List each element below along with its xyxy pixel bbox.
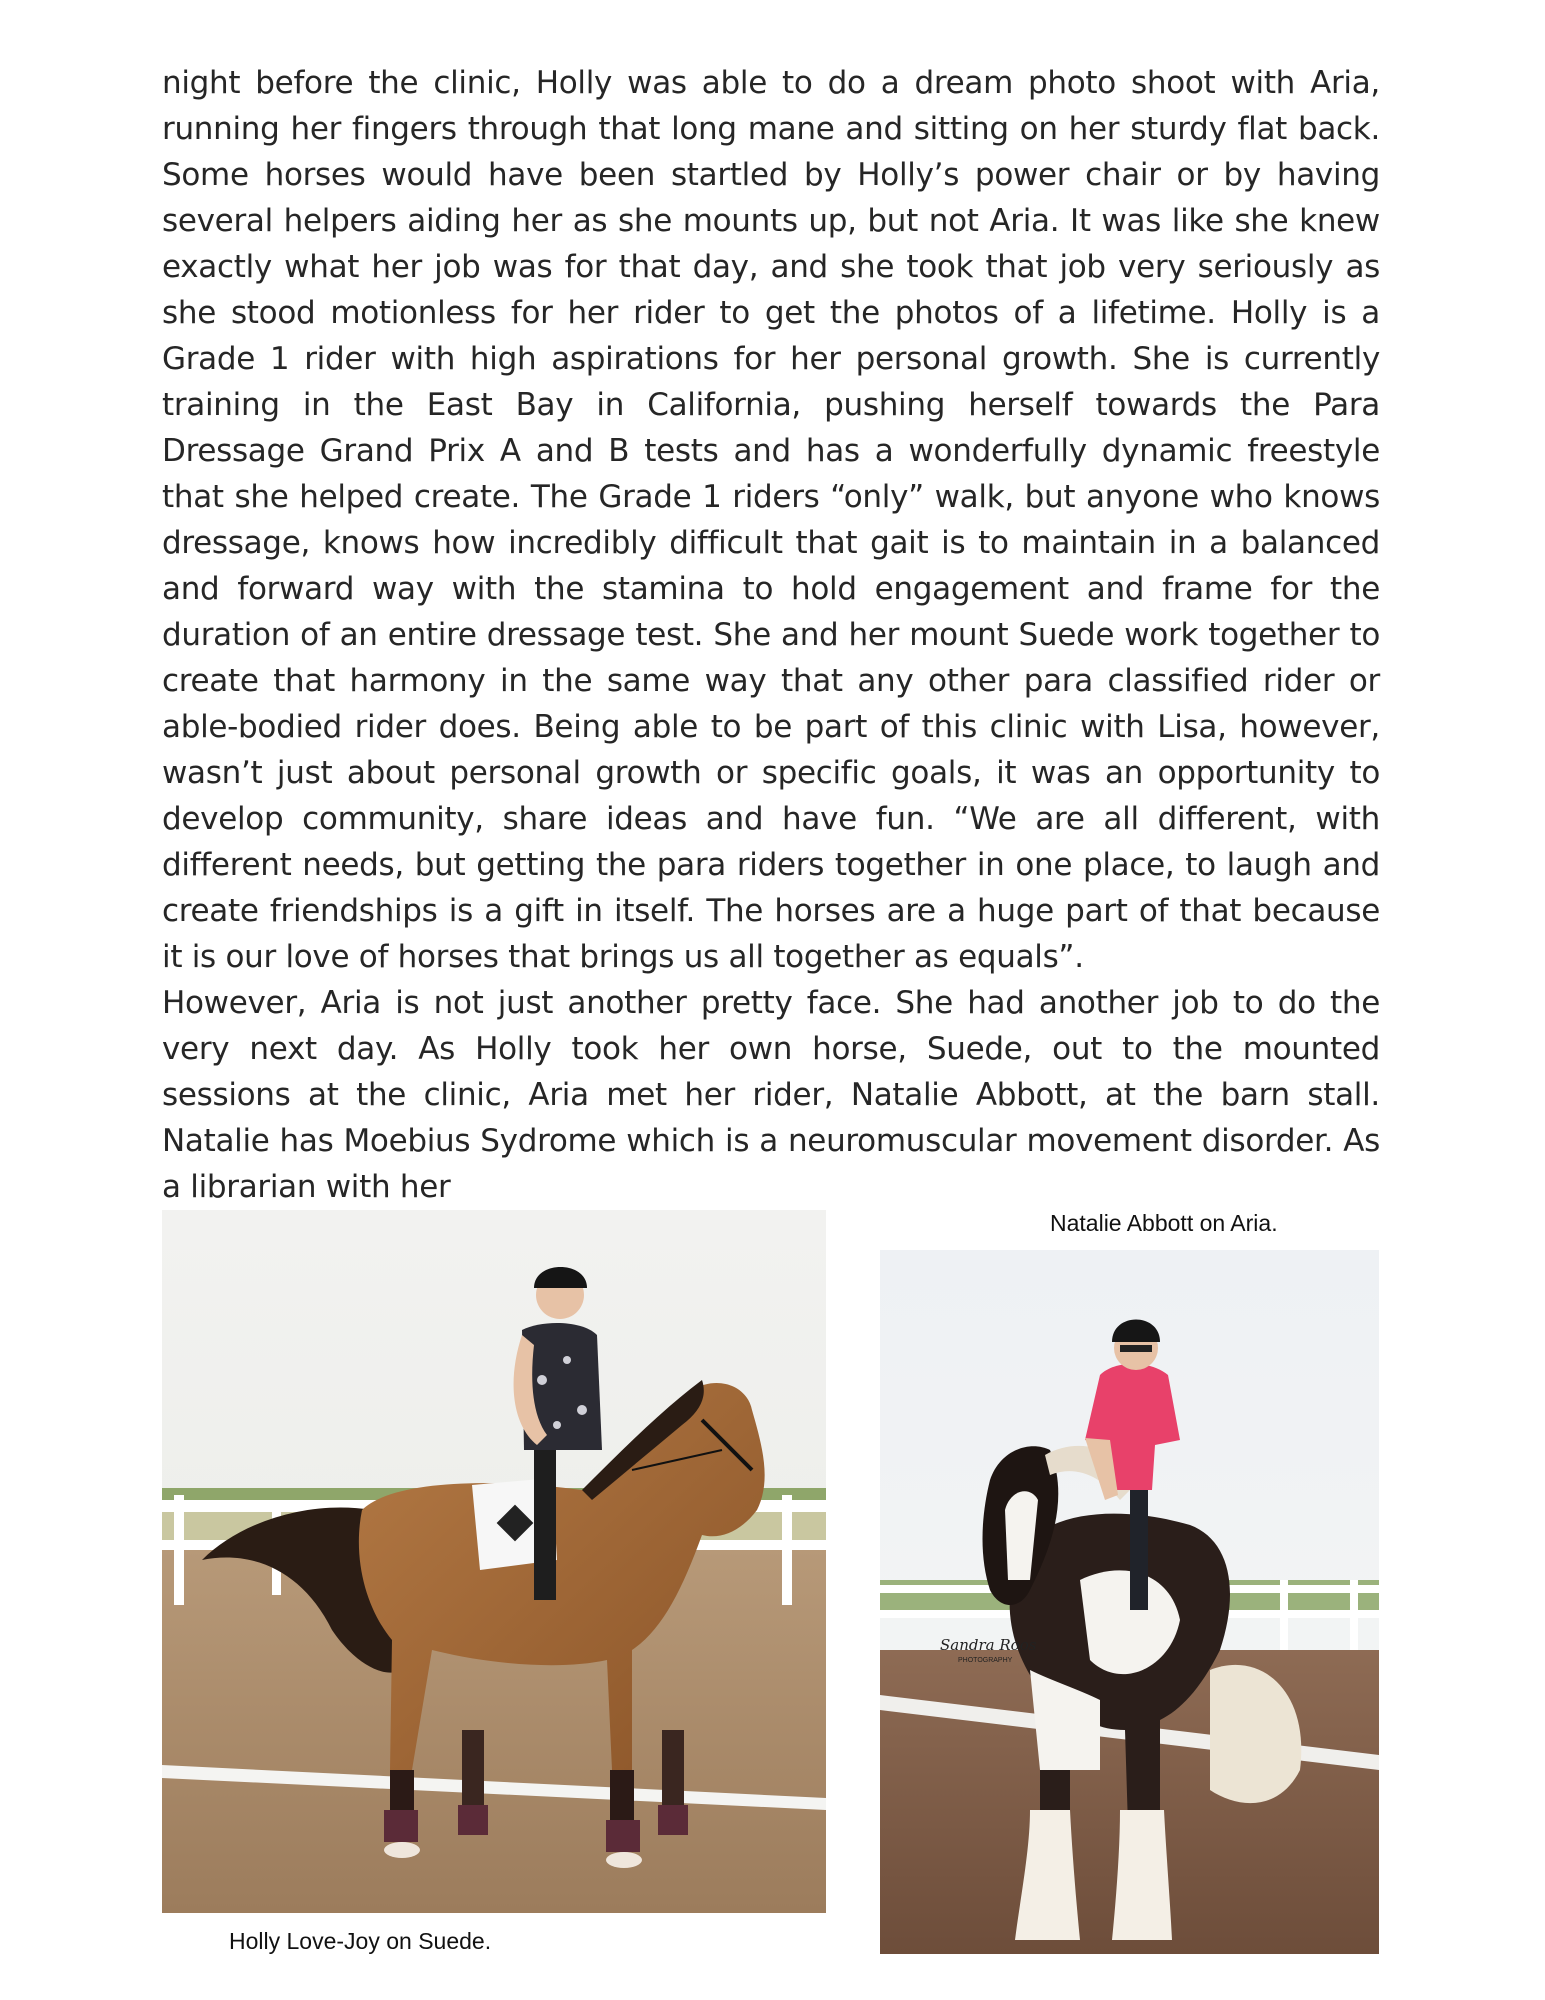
article-paragraph: However, Aria is not just another pretty face. She had another job to do the very next day. As Holly took her own horse, Suede, out to the mounted sessions at the clinic, Aria met her rider, Natalie Abbott, at the barn stall. Natalie has Moebius Sydrome which is a neuromuscular movement disorder. As a librarian with her	[162, 985, 1380, 1205]
photo-caption: Natalie Abbott on Aria.	[1050, 1210, 1278, 1236]
photo-watermark-sub: PHOTOGRAPHY	[958, 1657, 1013, 1664]
photo-caption: Holly Love-Joy on Suede.	[229, 1928, 492, 1954]
photo-holly-on-suede	[162, 1210, 826, 1913]
article-paragraph: night before the clinic, Holly was able to do a dream photo shoot with Aria, running her fingers through that long mane and sitting on her sturdy flat back. Some horses would have been startled by Holly’s power chair or by having several helpers aiding her as she mounts up, but not Aria. It was like she knew exactly what her job was for that day, and she took that job very seriously as she stood motionless for her rider to get the photos of a lifetime. Holly is a Grade 1 rider with high aspirations for her personal growth. She is currently training in the East Bay in California, pushing herself towards the Para Dressage Grand Prix A and B tests and has a wonderfully dynamic freestyle that she helped create. The Grade 1 riders “only” walk, but anyone who knows dressage, knows how incredibly difficult that gait is to maintain in a balanced and forward way with the stamina to hold engagement and frame for the duration of an entire dressage test. She and her mount Suede work together to create that harmony in the same way that any other para classified rider or able-bodied rider does. Being able to be part of this clinic with Lisa, however, wasn’t just about personal growth or specific goals, it was an opportunity to develop community, share ideas and have fun. “We are all different, with different needs, but getting the para riders together in one place, to laugh and create friendships is a gift in itself. The horses are a huge part of that because it is our love of horses that brings us all together as equals”.	[162, 65, 1380, 975]
photo-watermark: Sandra Roos	[940, 1636, 1037, 1654]
photo-natalie-on-aria	[880, 1250, 1379, 1954]
